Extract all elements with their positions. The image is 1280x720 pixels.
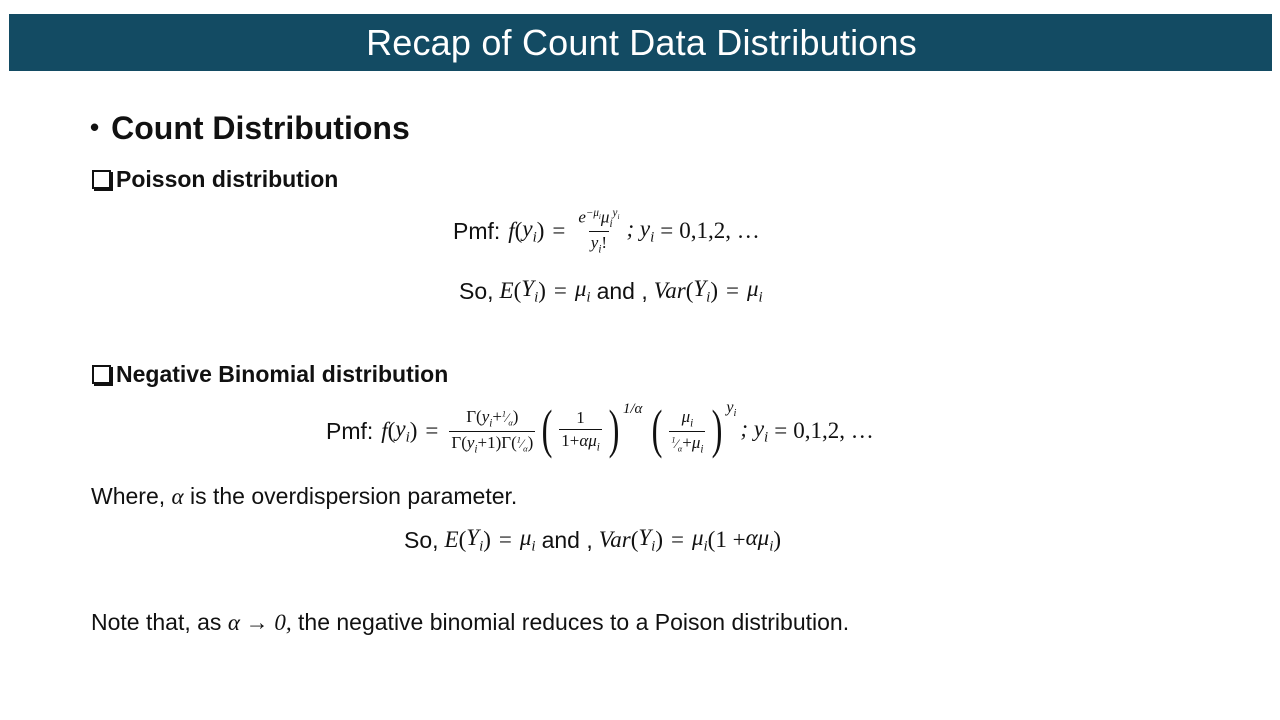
poisson-pmf-equation: Pmf: f ( $y_i$ ) = $\frac{e^{-\mu_i}\mu_i^{y_i}}{y_i!}$ ; $y_i$ = 0,1,2, … — [453, 207, 760, 256]
poisson-so-text: So, — [459, 277, 494, 304]
note-prefix: Note that, as — [91, 609, 222, 635]
poisson-and-text: and , — [596, 277, 648, 304]
note-limit: α → 0, — [227, 610, 292, 635]
negbin-so-text: So, — [404, 526, 439, 553]
poisson-subheading — [89, 166, 338, 193]
poisson-pmf-label: Pmf: — [453, 217, 501, 244]
negbin-moments: So, E ( $Y_i$ ) = $\mu_i$ and , Var ( $Y_i$ ) = $\mu_i$ (1 + $\alpha\mu_i$ ) — [404, 525, 782, 555]
slide-title-bar — [9, 14, 1272, 71]
checkbox-bullet-icon — [92, 170, 111, 189]
poisson-label: Poisson distribution — [116, 166, 339, 192]
section-heading-text: Count Distributions — [111, 110, 410, 146]
negbin-and-text: and , — [541, 526, 593, 553]
limit-note — [91, 609, 849, 636]
note-suffix: the negative binomial reduces to a Poison distribution. — [298, 609, 850, 635]
overdispersion-text: is the overdispersion parameter. — [190, 483, 518, 509]
negbin-pmf-label: Pmf: — [326, 417, 374, 444]
checkbox-bullet-icon — [92, 365, 111, 384]
where-text: Where, — [91, 483, 166, 509]
negbin-gamma-fraction: $\frac{\Gamma(y_i+^1⁄_\alpha)}{\Gamma(y_i+1)\Gamma(^1⁄_\alpha)}$ — [451, 407, 534, 455]
bullet-icon: • — [90, 112, 100, 142]
negbin-prob-fraction: $\frac{1}{1+\alpha\mu_i}$ — [561, 408, 600, 454]
overdispersion-note: Where, α is the overdispersion parameter. — [91, 483, 518, 509]
negbin-pmf-equation: Pmf: f ( $y_i$ ) = $\frac{\Gamma(y_i+^1⁄_\alpha)}{\Gamma(y_i+1)\Gamma(^1⁄_\alpha)}$ ( $\frac{1}{1+\alpha\mu_i}$ ) 1/α ( $\frac{\mu_i}{^1⁄_\alpha+\mu_i}$ ) $y_i$ ; $y_i$ = 0,1,2, … — [326, 398, 874, 459]
poisson-moments: So, E ( $Y_i$ ) = $\mu_i$ and , Var ( $Y_i$ ) = $\mu_i$ — [459, 276, 763, 306]
negbin-subheading — [89, 361, 448, 388]
poisson-pmf-fraction: $\frac{e^{-\mu_i}\mu_i^{y_i}}{y_i!}$ — [578, 207, 620, 256]
section-heading — [90, 110, 410, 147]
slide-title: Recap of Count Data Distributions — [366, 21, 917, 63]
negbin-label: Negative Binomial distribution — [116, 361, 449, 387]
negbin-mu-fraction: $\frac{\mu_i}{^1⁄_\alpha+\mu_i}$ — [671, 407, 704, 455]
